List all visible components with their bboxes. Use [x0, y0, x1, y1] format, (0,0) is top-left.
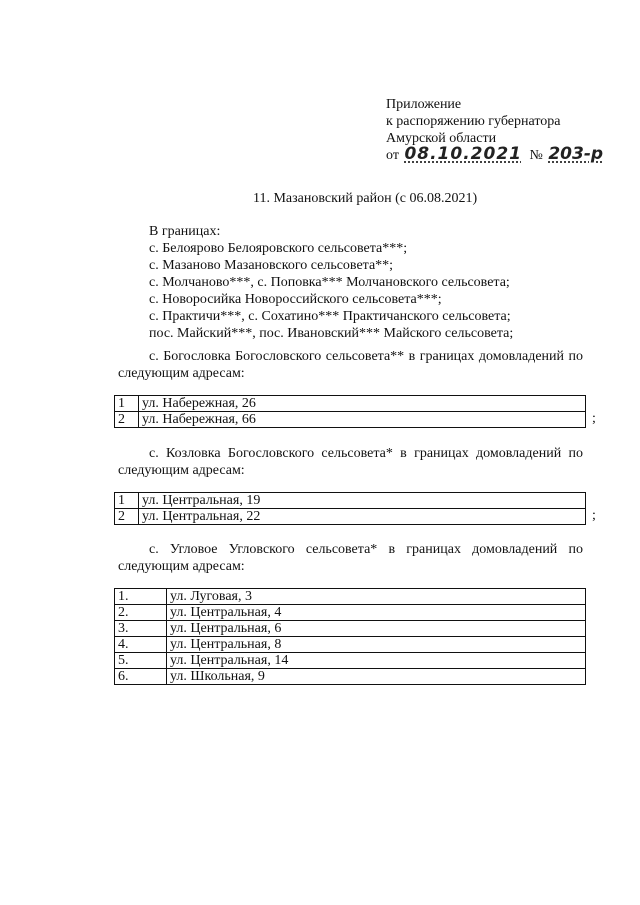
table-row [115, 669, 586, 685]
row-address: ул. Центральная, 14 [167, 653, 586, 669]
row-number: 1. [115, 589, 167, 605]
bogoslovka-address-table [114, 395, 586, 428]
number-prefix: № [529, 148, 543, 163]
uglovoe-address-table [114, 588, 586, 685]
list-terminator: ; [592, 508, 596, 523]
uglovoe-paragraph [118, 541, 583, 575]
appendix-title: Приложение [386, 97, 462, 112]
date-prefix: от [386, 148, 399, 163]
row-address: ул. Школьная, 9 [167, 669, 586, 685]
paragraph-line: следующим адресам: [118, 463, 245, 478]
table-row [115, 493, 586, 509]
row-number: 4. [115, 637, 167, 653]
bounds-item: пос. Майский***, пос. Ивановский*** Майского сельсовета; [149, 326, 514, 341]
row-address: ул. Центральная, 4 [167, 605, 586, 621]
row-address: ул. Центральная, 8 [167, 637, 586, 653]
bounds-item: с. Молчаново***, с. Поповка*** Молчановского сельсовета; [149, 275, 510, 290]
bounds-heading: В границах: [149, 224, 221, 239]
row-address: ул. Набережная, 26 [139, 396, 586, 412]
row-address: ул. Центральная, 19 [139, 493, 586, 509]
kozlovka-paragraph [118, 445, 583, 479]
row-number: 2. [115, 605, 167, 621]
table-row [115, 653, 586, 669]
appendix-order-line: к распоряжению губернатора [386, 114, 561, 129]
row-address: ул. Центральная, 22 [139, 509, 586, 525]
table-row [115, 396, 586, 412]
row-number: 3. [115, 621, 167, 637]
row-number: 6. [115, 669, 167, 685]
paragraph-line: с. Угловое Угловского сельсовета* в границах домовладений по [149, 542, 583, 557]
bounds-item: с. Белоярово Белояровского сельсовета***; [149, 241, 408, 256]
row-address: ул. Луговая, 3 [167, 589, 586, 605]
table-row [115, 637, 586, 653]
paragraph-line: с. Богословка Богословского сельсовета** в границах домовладений по [149, 349, 583, 364]
row-number: 2 [115, 412, 139, 428]
bogoslovka-paragraph [118, 348, 583, 382]
row-number: 1 [115, 396, 139, 412]
paragraph-line: следующим адресам: [118, 559, 245, 574]
table-row [115, 605, 586, 621]
row-address: ул. Набережная, 66 [139, 412, 586, 428]
kozlovka-address-table [114, 492, 586, 525]
paragraph-line: с. Козловка Богословского сельсовета* в границах домовладений по [149, 446, 583, 461]
table-row [115, 589, 586, 605]
bounds-item: с. Новоросийка Новороссийского сельсовета***; [149, 292, 442, 307]
appendix-date-line [386, 146, 603, 164]
handwritten-date: 08.10.2021 [404, 144, 522, 164]
appendix-region-line: Амурской области [386, 131, 497, 146]
table-row [115, 509, 586, 525]
row-number: 2 [115, 509, 139, 525]
table-row [115, 412, 586, 428]
row-number: 1 [115, 493, 139, 509]
row-number: 5. [115, 653, 167, 669]
paragraph-line: следующим адресам: [118, 366, 245, 381]
section-title: 11. Мазановский район (с 06.08.2021) [253, 191, 478, 206]
bounds-item: с. Мазаново Мазановского сельсовета**; [149, 258, 394, 273]
handwritten-number: 203-р [548, 144, 604, 164]
row-address: ул. Центральная, 6 [167, 621, 586, 637]
table-row [115, 621, 586, 637]
bounds-item: с. Практичи***, с. Сохатино*** Практичанского сельсовета; [149, 309, 511, 324]
list-terminator: ; [592, 411, 596, 426]
